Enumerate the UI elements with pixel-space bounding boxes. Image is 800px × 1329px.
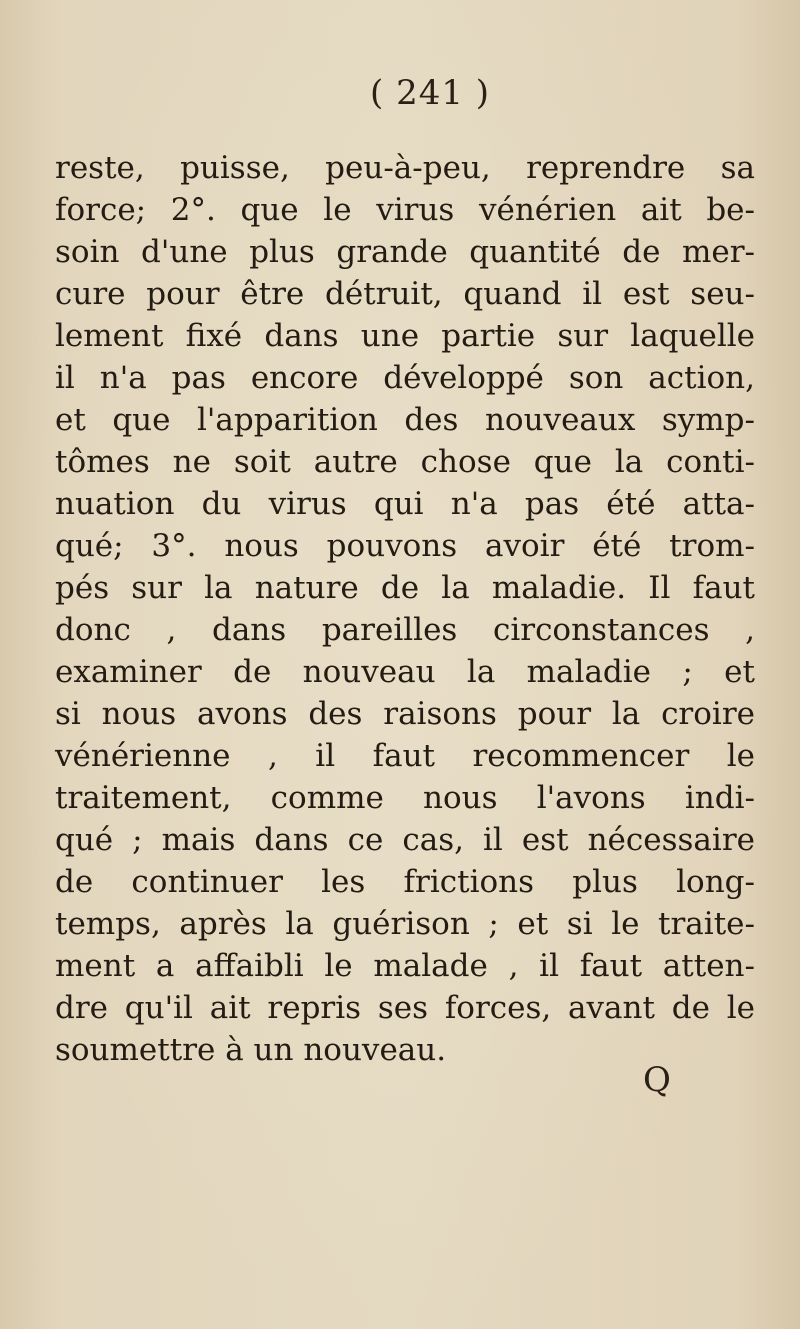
text-line: lement fixé dans une partie sur laquelle [55,318,755,354]
text-line: temps, après la guérison ; et si le traite- [55,906,755,942]
signature-mark: Q [643,1060,671,1100]
text-line: dre qu'il ait repris ses forces, avant de le [55,990,755,1026]
text-line: examiner de nouveau la maladie ; et [55,654,755,690]
text-line: ment a affaibli le malade , il faut atten- [55,948,755,984]
text-line-last: soumettre à un nouveau. [55,1032,447,1068]
text-line: il n'a pas encore développé son action, [55,360,755,396]
body-text [55,147,755,1071]
text-line: soin d'une plus grande quantité de mer- [55,234,755,270]
text-line: vénérienne , il faut recommencer le [55,738,755,774]
text-line: si nous avons des raisons pour la croire [55,696,755,732]
text-line: de continuer les frictions plus long- [55,864,755,900]
text-line: donc , dans pareilles circonstances , [55,612,755,648]
text-line: qué ; mais dans ce cas, il est nécessaire [55,822,755,858]
text-line: et que l'apparition des nouveaux symp- [55,402,755,438]
text-line: tômes ne soit autre chose que la conti- [55,444,755,480]
text-line: force; 2°. que le virus vénérien ait be- [55,192,755,228]
text-line: cure pour être détruit, quand il est seu- [55,276,755,312]
text-line: nuation du virus qui n'a pas été atta- [55,486,755,522]
text-line: traitement, comme nous l'avons indi- [55,780,755,816]
page-number: ( 241 ) [370,73,491,113]
text-line: pés sur la nature de la maladie. Il faut [55,570,755,606]
text-line: qué; 3°. nous pouvons avoir été trom- [55,528,755,564]
text-line: reste, puisse, peu-à-peu, reprendre sa [55,150,755,186]
